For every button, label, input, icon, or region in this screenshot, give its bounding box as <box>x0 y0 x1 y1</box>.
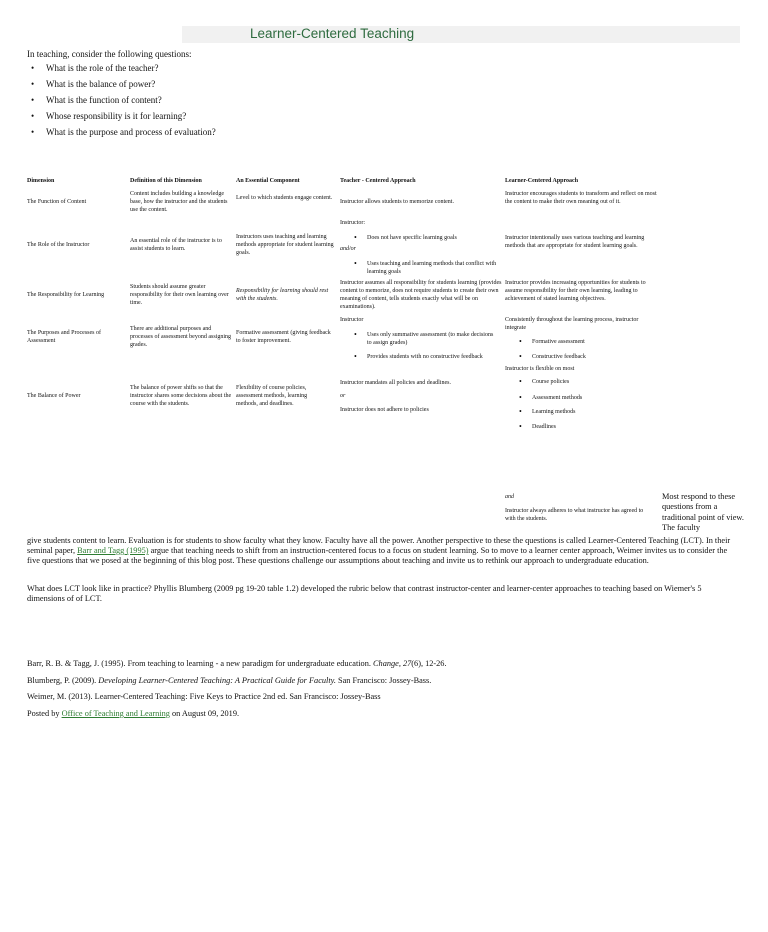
bullet-icon: • <box>354 330 357 339</box>
row3-teacher: Instructor assumes all responsibility for students learning (provides content to memorize, does not require students to create their own meaning of content, tells students exactly what will be on examinations). <box>340 280 502 310</box>
row2-definition: An essential role of the instructor is to assist students to learn. <box>130 238 222 252</box>
row2-teacher-bullet: • Does not have specific learning goals <box>354 233 457 242</box>
bullet-icon: • <box>519 337 522 346</box>
question-item: • Whose responsibility is it for learning? <box>28 108 216 124</box>
row3-definition: Students should assume greater responsibility for their own learning over time. <box>130 284 229 306</box>
bullet-icon: • <box>519 407 522 416</box>
row5-learner-bullet: • Deadlines <box>519 422 556 431</box>
intro-text: In teaching, consider the following questions: <box>27 49 192 59</box>
question-item: • What is the balance of power? <box>28 76 216 92</box>
bullet-icon: • <box>354 259 357 268</box>
row5-component: Flexibility of course policies, assessment methods, learning methods, and deadlines. <box>236 385 308 407</box>
row2-component: Instructors uses teaching and learning methods appropriate for student learning goals. <box>236 234 334 256</box>
reference-blumberg: Blumberg, P. (2009). Developing Learner-Centered Teaching: A Practical Guide for Faculty. San Francisco: Jossey-Bass. <box>27 676 432 685</box>
row4-definition: There are additional purposes and processes of assessment beyond assigning grades. <box>130 326 231 348</box>
row2-learner: Instructor intentionally uses various teaching and learning methods that are appropriate for student learning goals. <box>505 235 645 249</box>
question-item: • What is the role of the teacher? <box>28 60 216 76</box>
row5-teacher-or: or <box>340 393 346 399</box>
paragraph-practice: What does LCT look like in practice? Phyllis Blumberg (2009 pg 19-20 table 1.2) developed the rubric below that contrast instructor-center and learner-center approaches to teaching based on Wiemer's 5 dimensions of of LCT. <box>27 584 702 603</box>
row5-learner-bullet: • Course policies <box>519 377 570 386</box>
row1-definition: Content includes building a knowledge base, how the instructor and the students use the content. <box>130 191 228 213</box>
row4-teacher-bullet: • Uses only summative assessment (to make decisions to assign grades) <box>354 330 494 346</box>
row4-teacher-label: Instructor <box>340 317 364 323</box>
row4-learner-label: Consistently throughout the learning process, instructor integrate <box>505 317 639 331</box>
header-component: An Essential Component <box>236 178 300 184</box>
row5-dimension: The Balance of Power <box>27 393 81 399</box>
page-title: Learner-Centered Teaching <box>250 26 415 41</box>
row5-teacher-2: Instructor does not adhere to policies <box>340 407 429 413</box>
row5-learner-after: Instructor always adheres to what instructor has agreed to with the students. <box>505 508 644 522</box>
row4-dimension: The Purposes and Processes of Assessment <box>27 330 101 344</box>
row1-dimension: The Function of Content <box>27 199 87 205</box>
question-item: • What is the function of content? <box>28 92 216 108</box>
bullet-icon: • <box>519 377 522 386</box>
row5-learner-label: Instructor is flexible on most <box>505 366 575 372</box>
question-item: • What is the purpose and process of evaluation? <box>28 124 216 140</box>
bullet-icon: • <box>354 352 357 361</box>
row4-learner-bullet: • Constructive feedback <box>519 352 586 361</box>
row5-learner-and: and <box>505 494 514 500</box>
reference-barr: Barr, R. B. & Tagg, J. (1995). From teaching to learning - a new paradigm for undergraduate education. Change, 27(6), 12-26. <box>27 659 447 668</box>
row1-learner: Instructor encourages students to transform and reflect on most the content to make their own meaning out of it. <box>505 191 657 205</box>
row2-teacher-bullet: • Uses teaching and learning methods that conflict with learning goals <box>354 259 497 275</box>
row5-definition: The balance of power shifts so that the instructor shares some decisions about the course with the students. <box>130 385 232 407</box>
row5-learner-bullet: • Assessment methods <box>519 393 583 402</box>
row2-teacher-label: Instructor: <box>340 220 365 226</box>
row5-learner-bullet: • Learning methods <box>519 407 576 416</box>
header-definition: Definition of this Dimension <box>130 178 202 184</box>
header-learner-centered: Learner-Centered Approach <box>505 178 579 184</box>
header-dimension: Dimension <box>27 178 55 184</box>
row3-component: Responsibility for learning should rest with the students. <box>236 288 329 302</box>
row3-dimension: The Responsibility for Learning <box>27 292 105 298</box>
posted-by: Posted by Office of Teaching and Learning on August 09, 2019. <box>27 709 240 718</box>
paragraph-lct: give students content to learn. Evaluation is for students to show faculty what they know. Faculty have all the power. Another perspective to these the questions is called Learner-Centered Teaching (LCT). In their seminal paper, Barr and Tagg (1995) argue that teaching needs to shift from an instruction-centered focus to a focus on student learning. So to move to a learner center approach, Weimer invites us to consider the five questions that we posed at the beginning of this blog post. These questions challenge our assumptions about teaching and invite us to rethink our approach to undergraduate education. <box>27 536 731 565</box>
row1-teacher: Instructor allows students to memorize content. <box>340 199 454 205</box>
row4-component: Formative assessment (giving feedback to foster improvement. <box>236 330 331 344</box>
bullet-icon: • <box>519 393 522 402</box>
bullet-icon: • <box>354 233 357 242</box>
row4-learner-bullet: • Formative assessment <box>519 337 585 346</box>
reference-weimer: Weimer, M. (2013). Learner-Centered Teaching: Five Keys to Practice 2nd ed. San Francisco: Jossey-Bass <box>27 692 381 701</box>
header-teacher-centered: Teacher - Centered Approach <box>340 178 416 184</box>
bullet-icon: • <box>519 352 522 361</box>
questions-list <box>28 60 216 140</box>
bullet-icon: • <box>519 422 522 431</box>
row2-teacher-andor: and/or <box>340 246 357 252</box>
row3-learner: Instructor provides increasing opportunities for students to assume responsibility for their own learning, leading to achievement of stated learning objectives. <box>505 280 646 302</box>
row1-component: Level to which students engage content. <box>236 195 333 201</box>
row5-teacher-1: Instructor mandates all policies and deadlines. <box>340 380 451 386</box>
row2-dimension: The Role of the Instructor <box>27 242 90 248</box>
side-text: Most respond to these questions from a traditional point of view. The faculty <box>662 492 744 533</box>
barr-tagg-link[interactable]: Barr and Tagg (1995) <box>77 546 149 555</box>
office-link[interactable]: Office of Teaching and Learning <box>61 709 170 718</box>
row4-teacher-bullet: • Provides students with no constructive feedback <box>354 352 483 361</box>
